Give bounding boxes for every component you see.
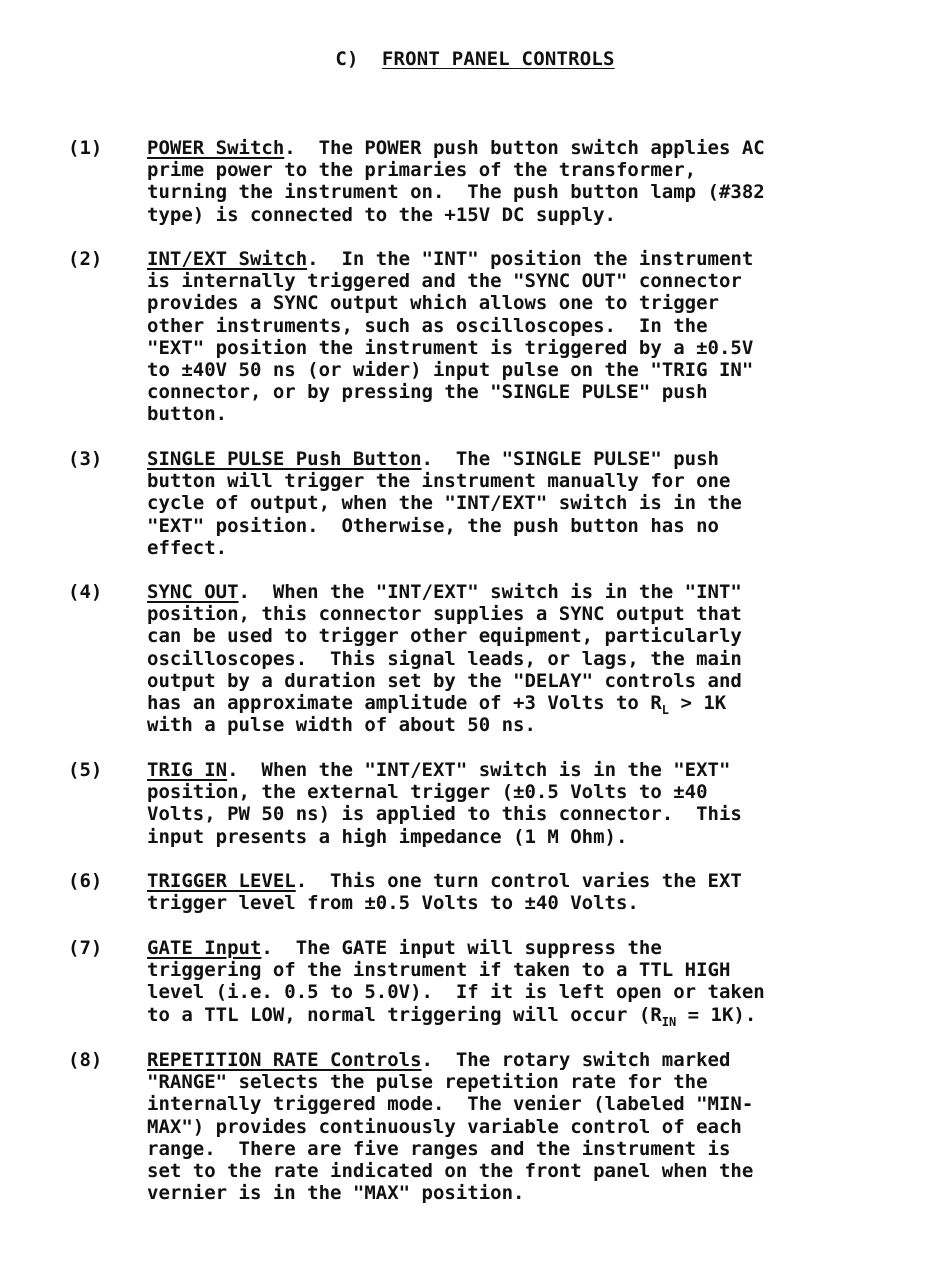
item-line: is internally triggered and the "SYNC OUT" connector (147, 270, 742, 293)
item-line: "RANGE" selects the pulse repetition rate for the (147, 1071, 708, 1094)
subscript-rl: L (661, 702, 669, 717)
item-line: provides a SYNC output which allows one to trigger (147, 292, 719, 315)
item-line: position, the external trigger (±0.5 Volts to ±40 (147, 781, 708, 804)
item-body (147, 1049, 937, 1204)
item-number: (2) (68, 248, 103, 270)
item-line: position, this connector supplies a SYNC output that (147, 603, 742, 626)
item-line: set to the rate indicated on the front panel when the (147, 1159, 754, 1182)
item-line-with-subscript: has an approximate amplitude of +3 Volts to $R_L > 1K$ (147, 691, 727, 717)
item-body (147, 581, 937, 736)
section-heading (0, 48, 950, 70)
item-line: . The POWER push button switch applies AC (284, 137, 765, 159)
item-line: vernier is in the "MAX" position. (147, 1182, 525, 1205)
item-title: GATE Input (147, 937, 262, 959)
item-title: TRIG IN (147, 759, 228, 781)
item-line: prime power to the primaries of the transformer, (147, 159, 697, 182)
item-line: trigger level from ±0.5 Volts to ±40 Volts. (147, 892, 639, 915)
item-line: . In the "INT" position the instrument (307, 248, 754, 270)
item-body (147, 870, 937, 914)
item-number: (3) (68, 448, 103, 470)
item-number: (1) (68, 137, 103, 159)
item-number: (6) (68, 870, 103, 892)
item-number: (4) (68, 581, 103, 603)
item-line: range. There are five ranges and the instrument is (147, 1137, 731, 1160)
item-number: (5) (68, 759, 103, 781)
item-body (147, 759, 937, 848)
item-line: . This one turn control varies the EXT (295, 870, 742, 892)
item-line: . The rotary switch marked (421, 1049, 731, 1071)
item-title: INT/EXT Switch (147, 248, 308, 270)
item-line: button. (147, 403, 228, 426)
item-title: SYNC OUT (147, 581, 239, 603)
item-line: other instruments, such as oscilloscopes. In the (147, 314, 708, 337)
item-line: button will trigger the instrument manually for one (147, 470, 731, 493)
section-title: FRONT PANEL CONTROLS (381, 48, 615, 70)
item-line: cycle of output, when the "INT/EXT" switch is in the (147, 492, 742, 515)
item-line: output by a duration set by the "DELAY" controls and (147, 669, 742, 692)
item-title: REPETITION RATE Controls (147, 1049, 422, 1071)
item-body (147, 137, 937, 226)
item-line: Volts, PW 50 ns) is applied to this connector. This (147, 803, 742, 826)
item-title: TRIGGER LEVEL (147, 870, 296, 892)
item-line: oscilloscopes. This signal leads, or lags, the main (147, 647, 742, 670)
item-line: "EXT" position the instrument is triggered by a ±0.5V (147, 336, 754, 359)
item-line: "EXT" position. Otherwise, the push button has no (147, 514, 719, 537)
item-line: effect. (147, 536, 228, 559)
item-line: . When the "INT/EXT" switch is in the "EXT" (227, 759, 731, 781)
item-title: POWER Switch (147, 137, 285, 159)
item-line: can be used to trigger other equipment, particularly (147, 625, 742, 648)
item-line: triggering of the instrument if taken to a TTL HIGH (147, 959, 731, 982)
item-body (147, 248, 937, 426)
item-line: internally triggered mode. The venier (labeled "MIN- (147, 1093, 754, 1116)
item-line: . The GATE input will suppress the (261, 937, 662, 959)
item-number: (8) (68, 1049, 103, 1071)
item-number: (7) (68, 937, 103, 959)
item-title: SINGLE PULSE Push Button (147, 448, 422, 470)
item-body (147, 448, 937, 559)
item-line: MAX") provides continuously variable control of each (147, 1115, 742, 1138)
item-body (147, 937, 937, 1029)
item-line: input presents a high impedance (1 M Ohm). (147, 825, 628, 848)
section-prefix: C) (335, 48, 359, 70)
item-line: with a pulse width of about 50 ns. (147, 714, 536, 737)
item-line-with-subscript: to a TTL LOW, normal triggering will occur $(R_{IN} = 1K)$. (147, 1003, 757, 1029)
item-line: turning the instrument on. The push button lamp (#382 (147, 181, 765, 204)
item-line: . The "SINGLE PULSE" push (421, 448, 719, 470)
subscript-rin: IN (661, 1014, 677, 1029)
item-line: connector, or by pressing the "SINGLE PULSE" push (147, 381, 708, 404)
item-line: . When the "INT/EXT" switch is in the "INT" (238, 581, 742, 603)
item-line: type) is connected to the +15V DC supply. (147, 203, 616, 226)
item-line: to ±40V 50 ns (or wider) input pulse on the "TRIG IN" (147, 358, 754, 381)
item-line: level (i.e. 0.5 to 5.0V). If it is left open or taken (147, 981, 765, 1004)
